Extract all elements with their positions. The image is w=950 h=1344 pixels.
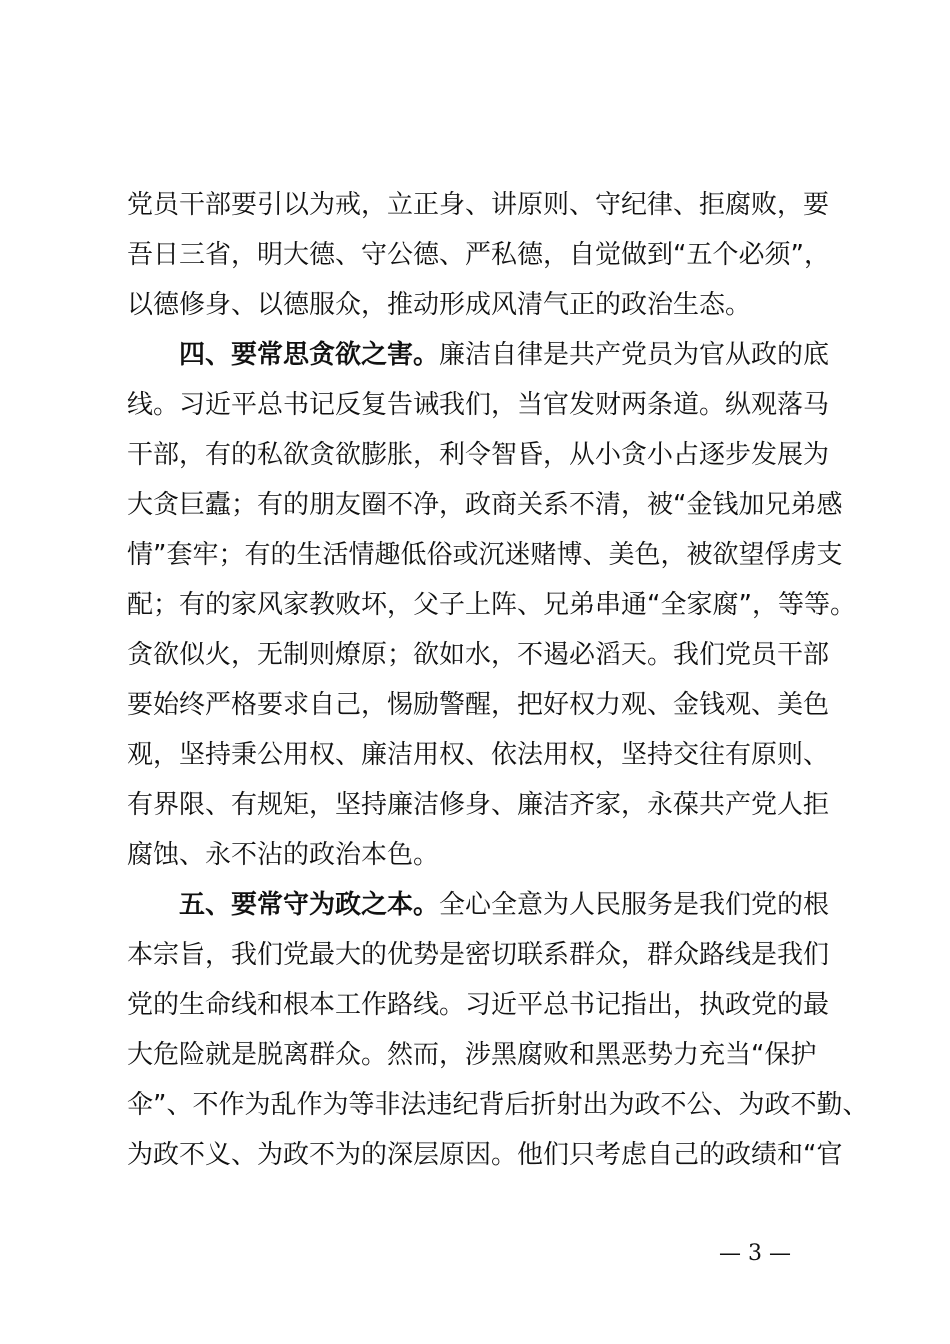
body-line: 干部，有的私欲贪欲膨胀，利令智昏，从小贪小占逐步发展为 bbox=[127, 440, 830, 470]
body-line: 大危险就是脱离群众。然而，涉黑腐败和黑恶势力充当“保护 bbox=[127, 1040, 817, 1070]
section-4-first-line bbox=[179, 330, 829, 380]
body-line: 有界限、有规矩，坚持廉洁修身、廉洁齐家，永葆共产党人拒 bbox=[127, 790, 830, 820]
body-line: 大贪巨蠹；有的朋友圈不净，政商关系不清，被“金钱加兄弟感 bbox=[127, 490, 843, 520]
body-line: 配；有的家风家教败坏，父子上阵、兄弟串通“全家腐”，等等。 bbox=[127, 590, 856, 620]
section-4-first-line-text: 廉洁自律是共产党员为官从政的底 bbox=[439, 340, 830, 370]
body-line: 腐蚀、永不沾的政治本色。 bbox=[127, 840, 440, 870]
body-line: 观，坚持秉公用权、廉洁用权、依法用权，坚持交往有原则、 bbox=[127, 740, 830, 770]
page-number: — 3 — bbox=[719, 1241, 791, 1266]
body-line: 以德修身、以德服众，推动形成风清气正的政治生态。 bbox=[127, 290, 752, 320]
body-line: 吾日三省，明大德、守公德、严私德，自觉做到“五个必须”， bbox=[127, 240, 830, 270]
body-line: 情”套牢；有的生活情趣低俗或沉迷赌博、美色，被欲望俘虏支 bbox=[127, 540, 843, 570]
body-line: 线。习近平总书记反复告诫我们，当官发财两条道。纵观落马 bbox=[127, 390, 830, 420]
section-5-first-line-text: 全心全意为人民服务是我们党的根 bbox=[439, 890, 830, 920]
body-line: 要始终严格要求自己，惕励警醒，把好权力观、金钱观、美色 bbox=[127, 690, 830, 720]
body-line: 贪欲似火，无制则燎原；欲如水，不遏必滔天。我们党员干部 bbox=[127, 640, 830, 670]
body-line: 伞”、不作为乱作为等非法违纪背后折射出为政不公、为政不勤、 bbox=[127, 1090, 869, 1120]
body-line: 党的生命线和根本工作路线。习近平总书记指出，执政党的最 bbox=[127, 990, 830, 1020]
section-4-heading: 四、要常思贪欲之害。 bbox=[179, 340, 440, 370]
body-line: 本宗旨，我们党最大的优势是密切联系群众，群众路线是我们 bbox=[127, 940, 830, 970]
section-5-heading: 五、要常守为政之本。 bbox=[179, 890, 440, 920]
body-line: 党员干部要引以为戒，立正身、讲原则、守纪律、拒腐败，要 bbox=[127, 190, 830, 220]
section-5-first-line bbox=[179, 880, 829, 930]
body-line: 为政不义、为政不为的深层原因。他们只考虑自己的政绩和“官 bbox=[127, 1140, 843, 1170]
